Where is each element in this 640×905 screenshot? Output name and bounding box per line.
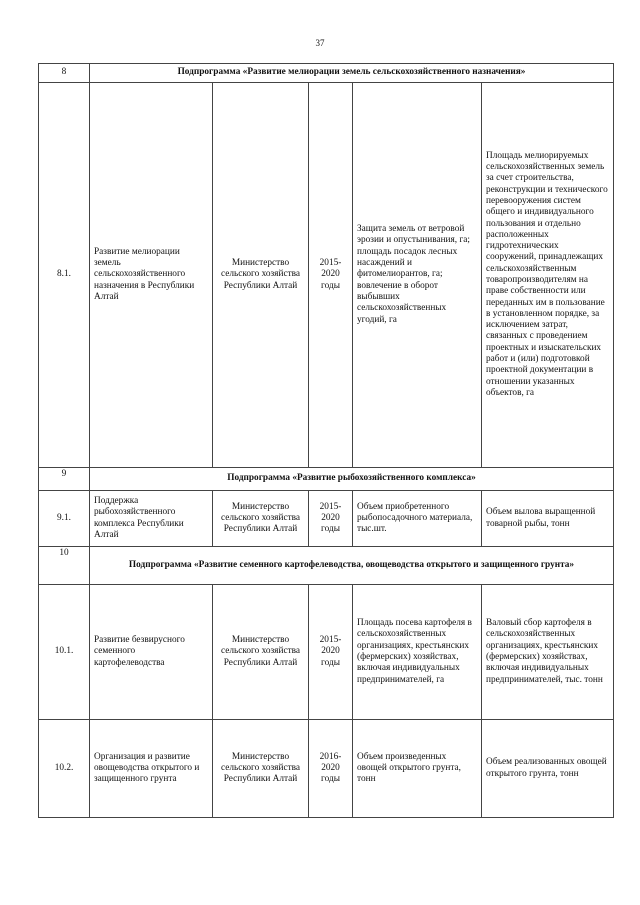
row-executor: Министерство сельского хозяйства Республики Алтай bbox=[213, 491, 309, 547]
page-number: 37 bbox=[315, 38, 325, 48]
row-number: 9.1. bbox=[39, 491, 90, 547]
row-indicator-1: Объем произведенных овощей открытого грунта, тонн bbox=[353, 720, 482, 818]
table-row bbox=[39, 83, 614, 468]
row-period: 2016-2020 годы bbox=[309, 720, 353, 818]
table-row bbox=[39, 585, 614, 720]
section-number: 10 bbox=[39, 547, 90, 585]
section-title: Подпрограмма «Развитие рыбохозяйственного комплекса» bbox=[90, 468, 614, 491]
row-indicator-2: Валовый сбор картофеля в сельскохозяйственных организациях, крестьянских (фермерских) хозяйствах, включая индивидуальных предпринимателей, тыс. тонн bbox=[482, 585, 614, 720]
section-header-row bbox=[39, 468, 614, 491]
row-indicator-2: Объем вылова выращенной товарной рыбы, тонн bbox=[482, 491, 614, 547]
row-number: 10.1. bbox=[39, 585, 90, 720]
section-title: Подпрограмма «Развитие семенного картофелеводства, овощеводства открытого и защищенного грунта» bbox=[90, 547, 614, 585]
row-period: 2015-2020 годы bbox=[309, 83, 353, 468]
row-measure: Развитие мелиорации земель сельскохозяйственного назначения в Республики Алтай bbox=[90, 83, 213, 468]
table-row bbox=[39, 491, 614, 547]
section-header-row bbox=[39, 547, 614, 585]
row-executor: Министерство сельского хозяйства Республики Алтай bbox=[213, 83, 309, 468]
row-executor: Министерство сельского хозяйства Республики Алтай bbox=[213, 720, 309, 818]
row-measure: Поддержка рыбохозяйственного комплекса Республики Алтай bbox=[90, 491, 213, 547]
row-measure: Развитие безвирусного семенного картофелеводства bbox=[90, 585, 213, 720]
row-measure: Организация и развитие овощеводства открытого и защищенного грунта bbox=[90, 720, 213, 818]
table-row bbox=[39, 720, 614, 818]
row-indicator-2: Объем реализованных овощей открытого грунта, тонн bbox=[482, 720, 614, 818]
row-indicator-1: Защита земель от ветровой эрозии и опустынивания, га; площадь посадок лесных насаждений и фитомелиорантов, га; вовлечение в оборот выбывших сельскохозяйственных угодий, га bbox=[353, 83, 482, 468]
section-header-row bbox=[39, 64, 614, 83]
row-executor: Министерство сельского хозяйства Республики Алтай bbox=[213, 585, 309, 720]
section-number: 9 bbox=[39, 468, 90, 491]
row-indicator-1: Объем приобретенного рыбопосадочного материала, тыс.шт. bbox=[353, 491, 482, 547]
row-period: 2015-2020 годы bbox=[309, 491, 353, 547]
row-period: 2015-2020 годы bbox=[309, 585, 353, 720]
row-number: 8.1. bbox=[39, 83, 90, 468]
row-indicator-1: Площадь посева картофеля в сельскохозяйственных организациях, крестьянских (фермерских) хозяйствах, включая индивидуальных предпринимателей, га bbox=[353, 585, 482, 720]
section-title: Подпрограмма «Развитие мелиорации земель сельскохозяйственного назначения» bbox=[90, 64, 614, 83]
row-number: 10.2. bbox=[39, 720, 90, 818]
section-number: 8 bbox=[39, 64, 90, 83]
row-indicator-2: Площадь мелиорируемых сельскохозяйственных земель за счет строительства, реконструкции и технического перевооружения систем общего и индивидуального пользования и отдельно расположенных гидротехнических сооружений, принадлежащих сельскохозяйственным товаропроизводителям на праве собственности или переданных им в пользование в установленном порядке, за исключением затрат, связанных с проведением проектных и изыскательских работ и (или) подготовкой проектной документации в отношении указанных объектов, га bbox=[482, 83, 614, 468]
program-table bbox=[38, 63, 614, 818]
